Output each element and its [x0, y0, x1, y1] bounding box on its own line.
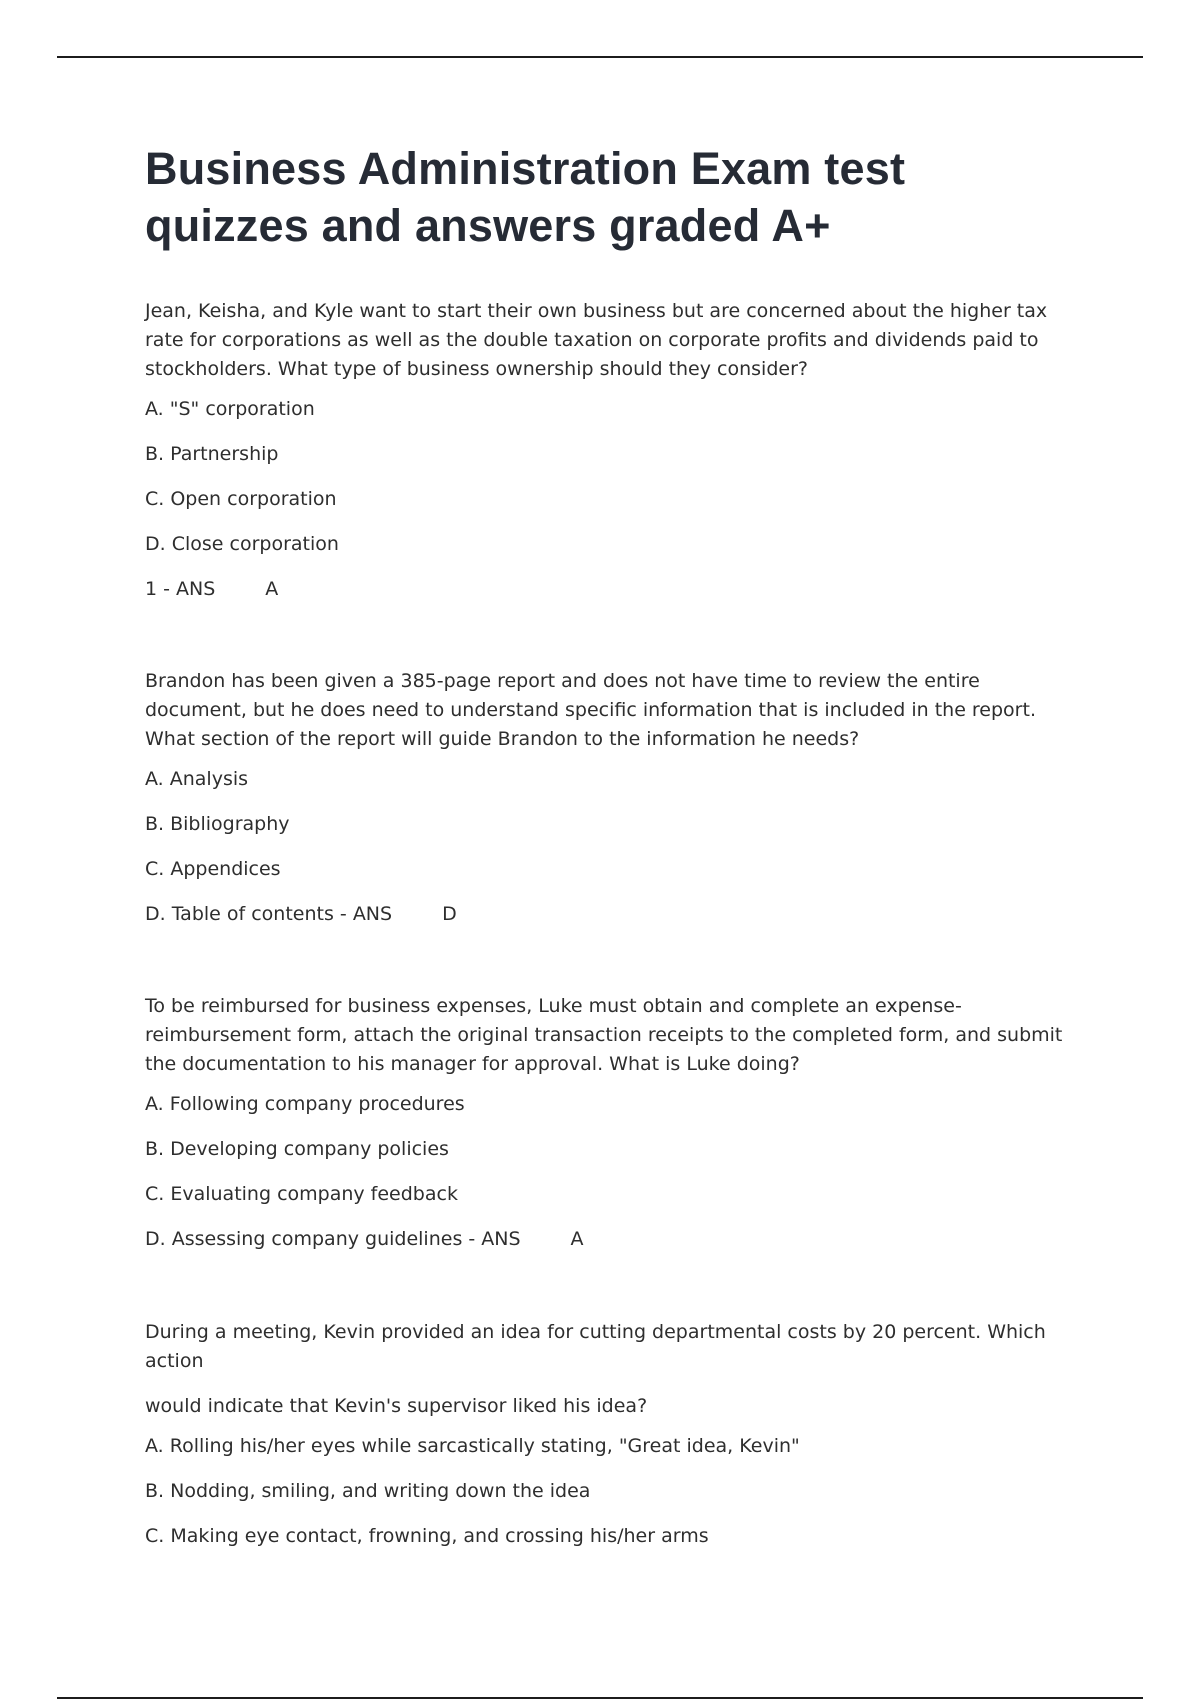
question-3 — [145, 992, 1065, 1254]
bottom-rule — [57, 1697, 1143, 1699]
title-line-1: Business Administration Exam test — [145, 143, 906, 194]
answer-value: D — [442, 903, 457, 925]
option-b: B. Developing company policies — [145, 1138, 449, 1160]
document-body — [145, 140, 1065, 1567]
option-a: A. Following company procedures — [145, 1093, 465, 1115]
option-a: A. Analysis — [145, 768, 249, 790]
question-text-line-1: During a meeting, Kevin provided an idea for cutting departmental costs by 20 percent. Which action — [145, 1321, 1046, 1372]
option-c: C. Open corporation — [145, 488, 337, 510]
option-d: D. Close corporation — [145, 533, 339, 555]
answer-value: A — [570, 1228, 584, 1250]
question-text: Jean, Keisha, and Kyle want to start their own business but are concerned about the higher tax rate for corporations as well as the double taxation on corporate profits and dividends paid to stockholders. What type of business ownership should they consider? — [145, 300, 1048, 380]
question-text: To be reimbursed for business expenses, Luke must obtain and complete an expense-reimbursement form, attach the original transaction receipts to the completed form, and submit the documentation to his manager for approval. What is Luke doing? — [145, 995, 1063, 1075]
option-a: A. "S" corporation — [145, 398, 315, 420]
question-1 — [145, 297, 1065, 604]
option-b: B. Partnership — [145, 443, 279, 465]
question-text-line-2: would indicate that Kevin's supervisor liked his idea? — [145, 1395, 648, 1417]
question-text: Brandon has been given a 385-page report and does not have time to review the entire document, but he does need to understand specific information that is included in the report. What section of the report will guide Brandon to the information he needs? — [145, 670, 1036, 750]
spacer — [145, 620, 1065, 667]
option-c: C. Appendices — [145, 858, 281, 880]
option-b: B. Bibliography — [145, 813, 290, 835]
answer-label: 1 - ANS — [145, 578, 216, 600]
option-a: A. Rolling his/her eyes while sarcastically stating, "Great idea, Kevin" — [145, 1435, 800, 1457]
top-rule — [57, 56, 1143, 58]
option-c: C. Evaluating company feedback — [145, 1183, 458, 1205]
option-d: D. Table of contents - ANS — [145, 903, 393, 925]
option-d: D. Assessing company guidelines - ANS — [145, 1228, 521, 1250]
document-title — [145, 140, 1065, 254]
spacer — [145, 1270, 1065, 1318]
question-4 — [145, 1318, 1065, 1551]
question-text — [145, 1318, 1065, 1421]
answer-line — [145, 1225, 1065, 1254]
spacer — [145, 945, 1065, 992]
title-line-2: quizzes and answers graded A+ — [145, 200, 831, 251]
question-2 — [145, 667, 1065, 929]
answer-line — [145, 900, 1065, 929]
option-b: B. Nodding, smiling, and writing down the idea — [145, 1480, 591, 1502]
answer-line — [145, 575, 1065, 604]
option-c: C. Making eye contact, frowning, and crossing his/her arms — [145, 1525, 709, 1547]
answer-value: A — [265, 578, 279, 600]
